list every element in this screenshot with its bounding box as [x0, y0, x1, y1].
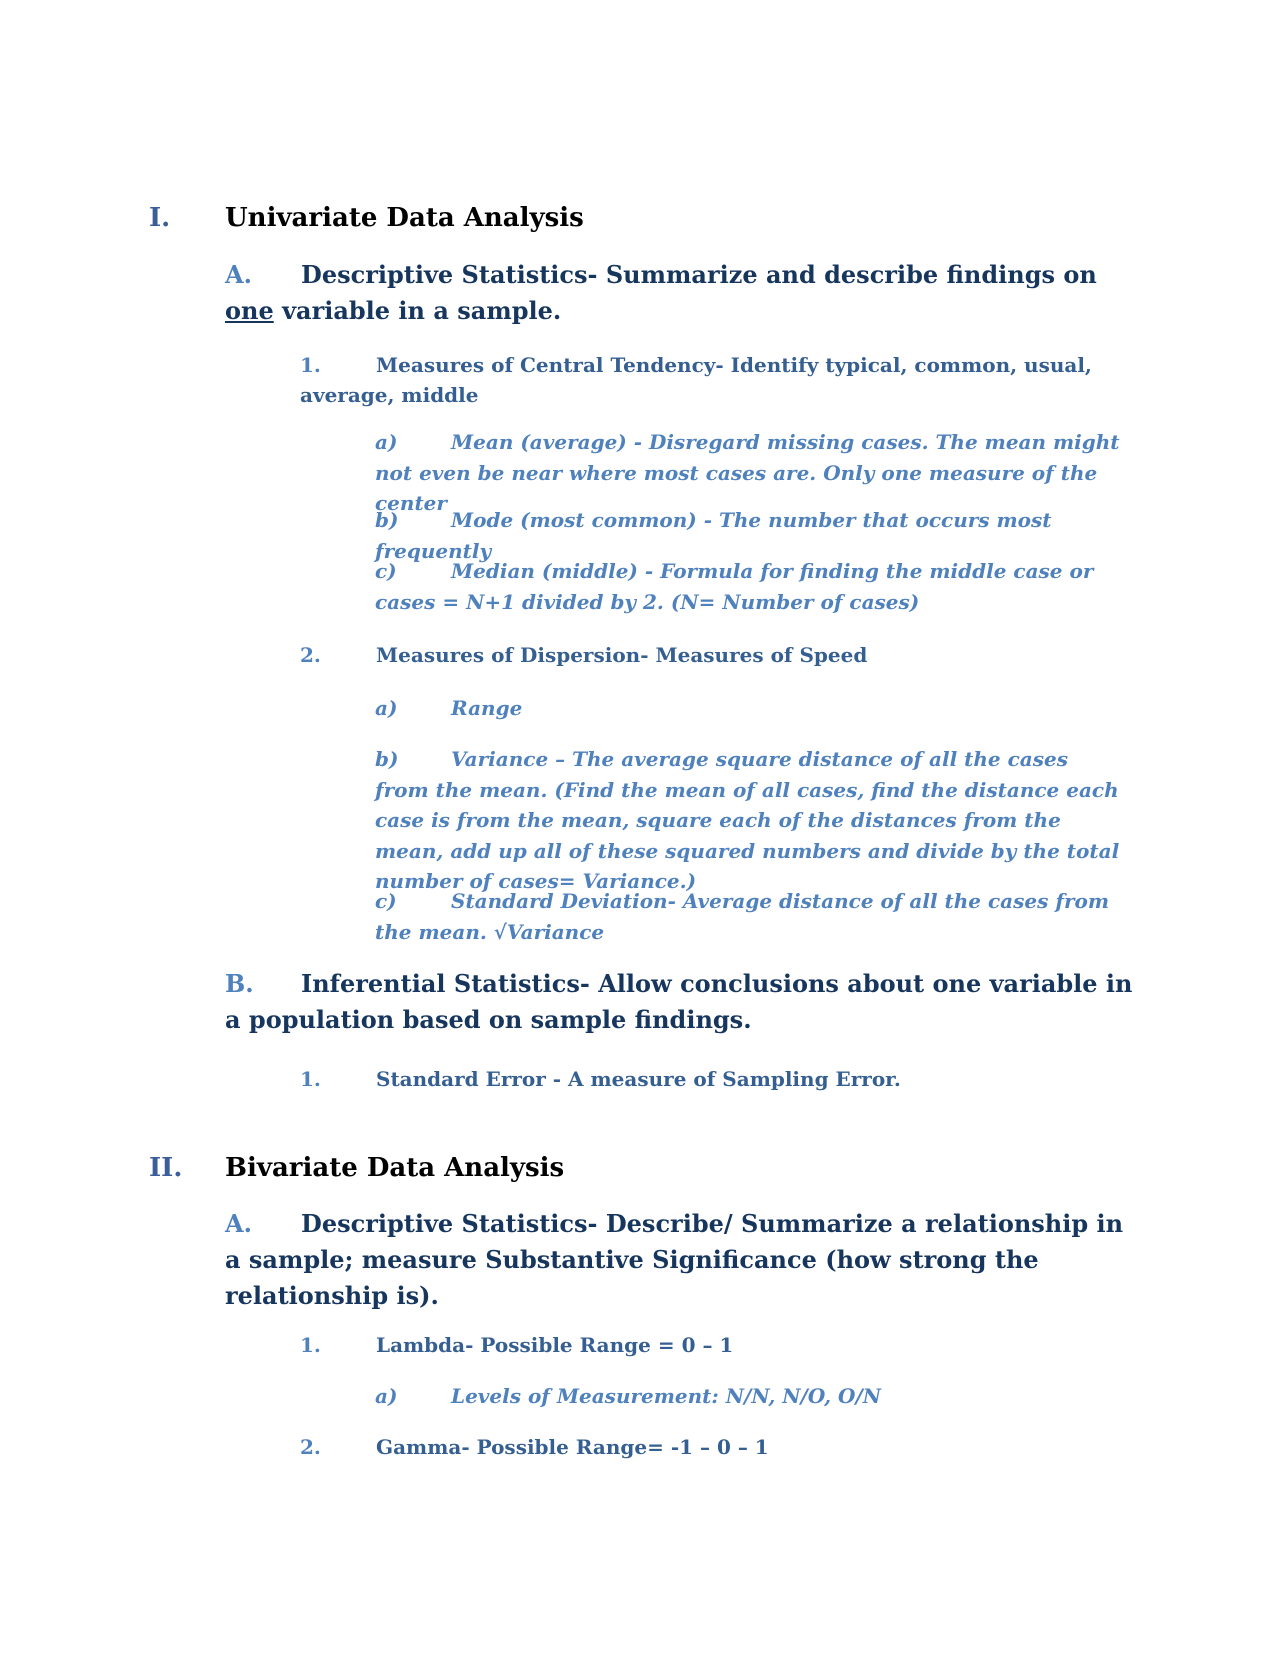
section-heading-univariate: [149, 200, 1129, 236]
section-number: II.: [149, 1153, 183, 1183]
subheading-text: Inferential Statistics- Allow conclusions about one variable in a population based on sample findings.: [225, 969, 1133, 1034]
subheading-descriptive-statistics: [225, 257, 1135, 329]
section-title: Univariate Data Analysis: [225, 203, 584, 233]
list-item-dispersion: [300, 640, 1110, 670]
sub-item-range: [375, 693, 1120, 724]
subheading-text: Descriptive Statistics- Describe/ Summarize a relationship in a sample; measure Substantive Significance (how strong the relationship is).: [225, 1209, 1124, 1310]
sub-item-letter: a): [375, 696, 398, 720]
sub-item-variance: [375, 744, 1120, 897]
subheading-text: Descriptive Statistics- Summarize and describe findings on: [301, 260, 1097, 289]
sub-item-levels-of-measurement: [375, 1381, 1120, 1412]
sub-item-letter: b): [375, 508, 399, 532]
sub-item-text: Variance – The average square distance of all the cases from the mean. (Find the mean of all cases, find the distance each case is from the mean, square each of the distances from the mean, add up all of these squared numbers and divide by the total number of cases= Variance.): [375, 747, 1120, 893]
sub-item-text: Levels of Measurement: N/N, N/O, O/N: [451, 1384, 882, 1408]
list-item-lambda: [300, 1330, 1110, 1360]
subheading-text-continued: variable in a sample.: [273, 296, 562, 325]
list-item-central-tendency: [300, 350, 1110, 410]
subheading-bivariate-descriptive: [225, 1206, 1135, 1314]
sub-item-letter: b): [375, 747, 399, 771]
sub-item-letter: c): [375, 889, 397, 913]
list-number: 1.: [300, 1333, 321, 1357]
section-title: Bivariate Data Analysis: [225, 1153, 565, 1183]
list-number: 2.: [300, 1435, 321, 1459]
sub-item-standard-deviation: [375, 886, 1120, 947]
list-item-text: Measures of Central Tendency- Identify typical, common, usual, average, middle: [300, 353, 1092, 407]
sub-item-letter: c): [375, 559, 397, 583]
list-item-text: Gamma- Possible Range= -1 – 0 – 1: [376, 1435, 769, 1459]
sub-item-median: [375, 556, 1120, 617]
list-item-gamma: [300, 1432, 1110, 1462]
subheading-letter: B.: [225, 969, 254, 998]
list-item-text: Measures of Dispersion- Measures of Speed: [376, 643, 868, 667]
section-number: I.: [149, 203, 171, 233]
sub-item-text: Standard Deviation- Average distance of all the cases from the mean. √Variance: [375, 889, 1109, 944]
sub-item-text: Median (middle) - Formula for finding the middle case or cases = N+1 divided by 2. (N= Number of cases): [375, 559, 1094, 614]
sub-item-text: Mode (most common) - The number that occurs most frequently: [375, 508, 1052, 563]
subheading-letter: A.: [225, 260, 252, 289]
list-item-standard-error: [300, 1064, 1110, 1094]
sub-item-text: Mean (average) - Disregard missing cases. The mean might not even be near where most cases are. Only one measure of the center: [375, 430, 1120, 515]
list-item-text: Lambda- Possible Range = 0 – 1: [376, 1333, 734, 1357]
underlined-word: one: [225, 296, 274, 325]
list-number: 1.: [300, 1067, 321, 1091]
list-item-text: Standard Error - A measure of Sampling Error.: [376, 1067, 901, 1091]
sub-item-letter: a): [375, 430, 398, 454]
section-heading-bivariate: [149, 1150, 1129, 1186]
list-number: 2.: [300, 643, 321, 667]
sub-item-letter: a): [375, 1384, 398, 1408]
list-number: 1.: [300, 353, 321, 377]
sub-item-text: Range: [451, 696, 523, 720]
subheading-letter: A.: [225, 1209, 252, 1238]
subheading-inferential-statistics: [225, 966, 1135, 1038]
